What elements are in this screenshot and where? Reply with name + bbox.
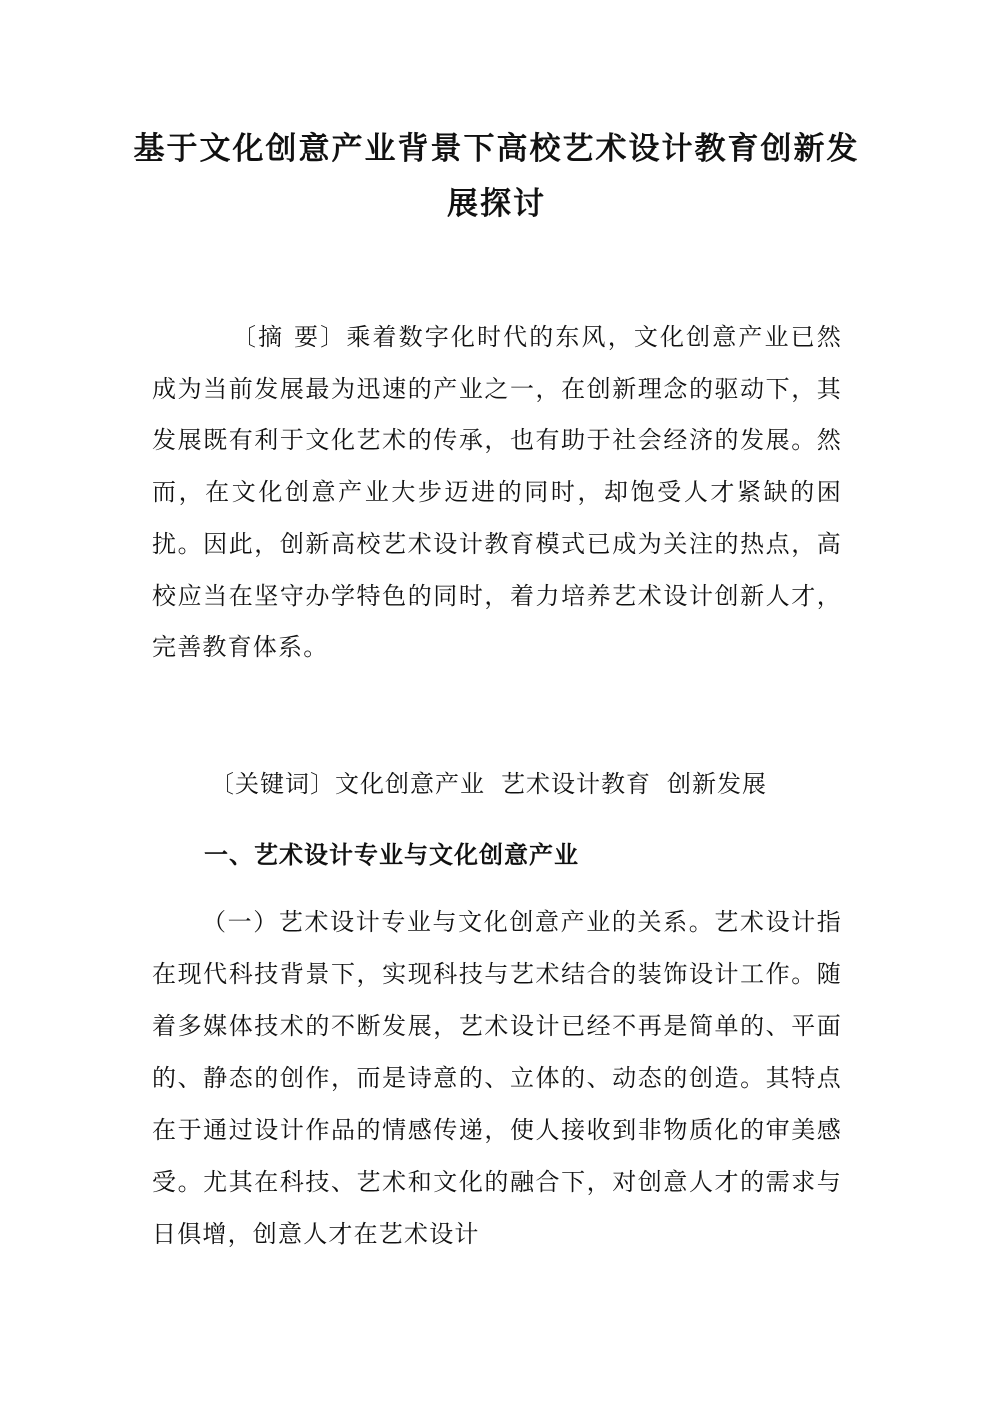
section-heading: 一、艺术设计专业与文化创意产业: [204, 840, 579, 869]
keyword-item: 创新发展: [667, 770, 767, 798]
keywords-label: 〔关键词〕: [210, 770, 335, 798]
abstract-paragraph: 〔摘 要〕乘着数字化时代的东风，文化创意产业已然成为当前发展最为迅速的产业之一，在创新理念的驱动下，其发展既有利于文化艺术的传承，也有助于社会经济的发展。然而，在文化创意产业大步迈进的同时，却饱受人才紧缺的困扰。因此，创新高校艺术设计教育模式已成为关注的热点，高校应当在坚守办学特色的同时，着力培养艺术设计创新人才，完善教育体系。: [152, 323, 842, 662]
keyword-item: 艺术设计教育: [501, 770, 651, 798]
document-title: 基于文化创意产业背景下高校艺术设计教育创新发展探讨: [133, 131, 860, 222]
keywords-line: [210, 758, 890, 810]
keyword-item: 文化创意产业: [335, 770, 485, 798]
body-paragraph: （一）艺术设计专业与文化创意产业的关系。艺术设计指在现代科技背景下，实现科技与艺术结合的装饰设计工作。随着多媒体技术的不断发展，艺术设计已经不再是简单的、平面的、静态的创作，而是诗意的、立体的、动态的创造。其特点在于通过设计作品的情感传递，使人接收到非物质化的审美感受。尤其在科技、艺术和文化的融合下，对创意人才的需求与日俱增，创意人才在艺术设计: [152, 908, 842, 1248]
